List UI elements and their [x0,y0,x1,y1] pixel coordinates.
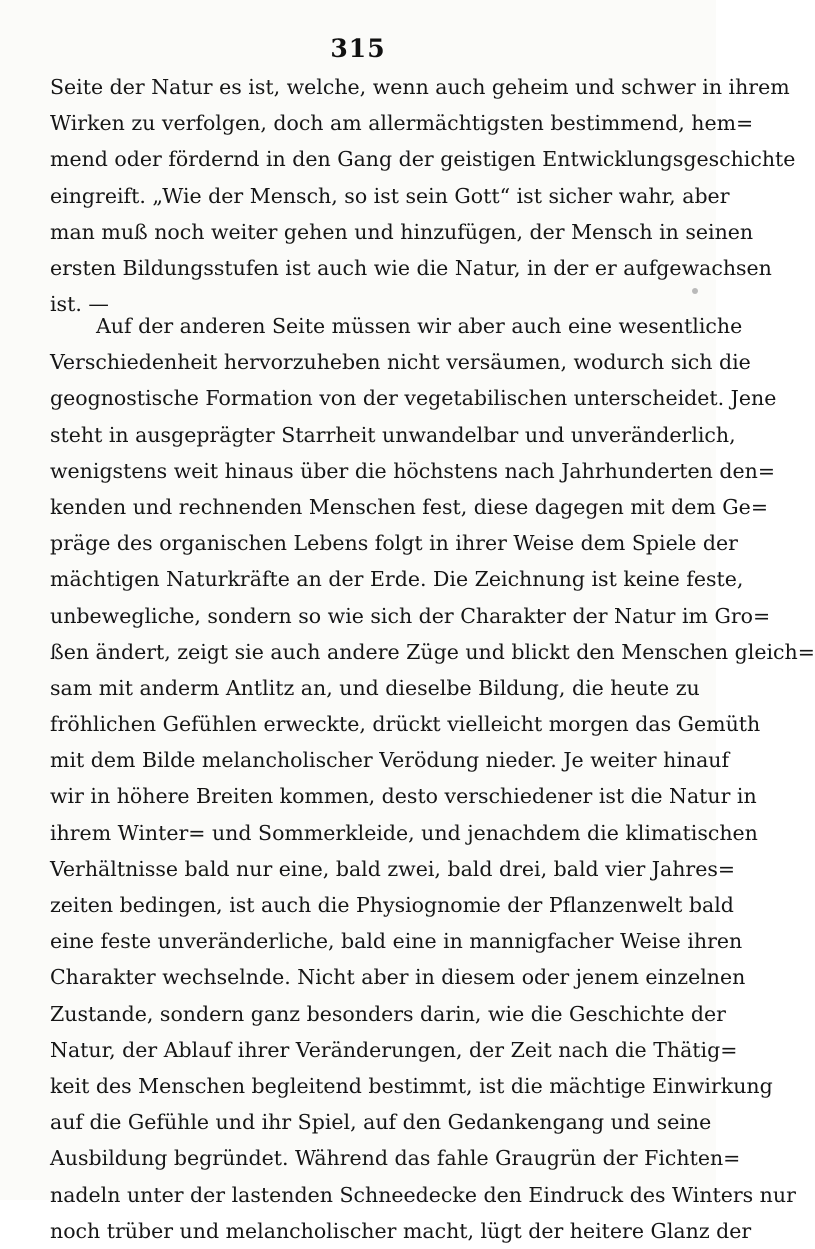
text-line: steht in ausgeprägter Starrheit unwandelbar und unveränderlich, [50,422,736,447]
text-line: noch trüber und melancholischer macht, lügt der heitere Glanz der [50,1218,752,1243]
text-line: geognostische Formation von der vegetabilischen unterscheidet. Jene [50,386,777,411]
page-number: 315 [330,34,386,63]
text-line: präge des organischen Lebens folgt in ihrer Weise dem Spiele der [50,531,738,556]
text-line: eine feste unveränderliche, bald eine in mannigfacher Weise ihren [50,929,743,954]
text-line: sam mit anderm Antlitz an, und dieselbe Bildung, die heute zu [50,675,700,700]
text-line: man muß noch weiter gehen und hinzufügen, der Mensch in seinen [50,219,754,244]
text-line: mend oder fördernd in den Gang der geistigen Entwicklungsgeschichte [50,147,796,172]
text-line: ersten Bildungsstufen ist auch wie die Natur, in der er aufgewachsen [50,255,772,280]
text-line: unbewegliche, sondern so wie sich der Charakter der Natur im Gro= [50,603,771,628]
paper-speck [692,288,698,294]
text-line: wir in höhere Breiten kommen, desto verschiedener ist die Natur in [50,784,757,809]
text-line: mächtigen Naturkräfte an der Erde. Die Zeichnung ist keine feste, [50,567,744,592]
text-line: zeiten bedingen, ist auch die Physiognomie der Pflanzenwelt bald [50,893,734,917]
text-line: ßen ändert, zeigt sie auch andere Züge und blickt den Menschen gleich= [50,639,815,664]
text-line: ihrem Winter= und Sommerkleide, und jenachdem die klimatischen [50,820,758,845]
text-line: mit dem Bilde melancholischer Verödung nieder. Je weiter hinauf [50,748,730,773]
text-line: keit des Menschen begleitend bestimmt, ist die mächtige Einwirkung [50,1073,773,1098]
paragraph-1 [50,69,796,322]
text-line: Zustande, sondern ganz besonders darin, wie die Geschichte der [50,1001,726,1026]
text-line: Verhältnisse bald nur eine, bald zwei, bald drei, bald vier Jahres= [50,856,736,881]
text-line: Auf der anderen Seite müssen wir aber auch eine wesentliche [96,314,743,338]
text-line: auf die Gefühle und ihr Spiel, auf den Gedankengang und seine [50,1110,712,1135]
text-line: nadeln unter der lastenden Schneedecke den Eindruck des Winters nur [50,1182,796,1207]
text-line: Natur, der Ablauf ihrer Veränderungen, der Zeit nach die Thätig= [50,1037,738,1062]
paragraph-2 [50,308,815,1249]
text-line: ist. — [50,292,109,317]
text-line: wenigstens weit hinaus über die höchstens nach Jahrhunderten den= [50,458,776,483]
text-line: Seite der Natur es ist, welche, wenn auch geheim und schwer in ihrem [50,75,790,99]
text-line: Ausbildung begründet. Während das fahle Graugrün der Fichten= [50,1146,741,1171]
text-line: Charakter wechselnde. Nicht aber in diesem oder jenem einzelnen [50,965,746,990]
text-line: fröhlichen Gefühlen erweckte, drückt vielleicht morgen das Gemüth [50,712,761,737]
text-line: Wirken zu verfolgen, doch am allermächtigsten bestimmend, hem= [50,111,754,136]
text-line: Verschiedenheit hervorzuheben nicht versäumen, wodurch sich die [50,350,751,375]
text-line: kenden und rechnenden Menschen fest, diese dagegen mit dem Ge= [50,494,768,519]
text-line: eingreift. „Wie der Mensch, so ist sein Gott“ ist sicher wahr, aber [50,183,730,208]
